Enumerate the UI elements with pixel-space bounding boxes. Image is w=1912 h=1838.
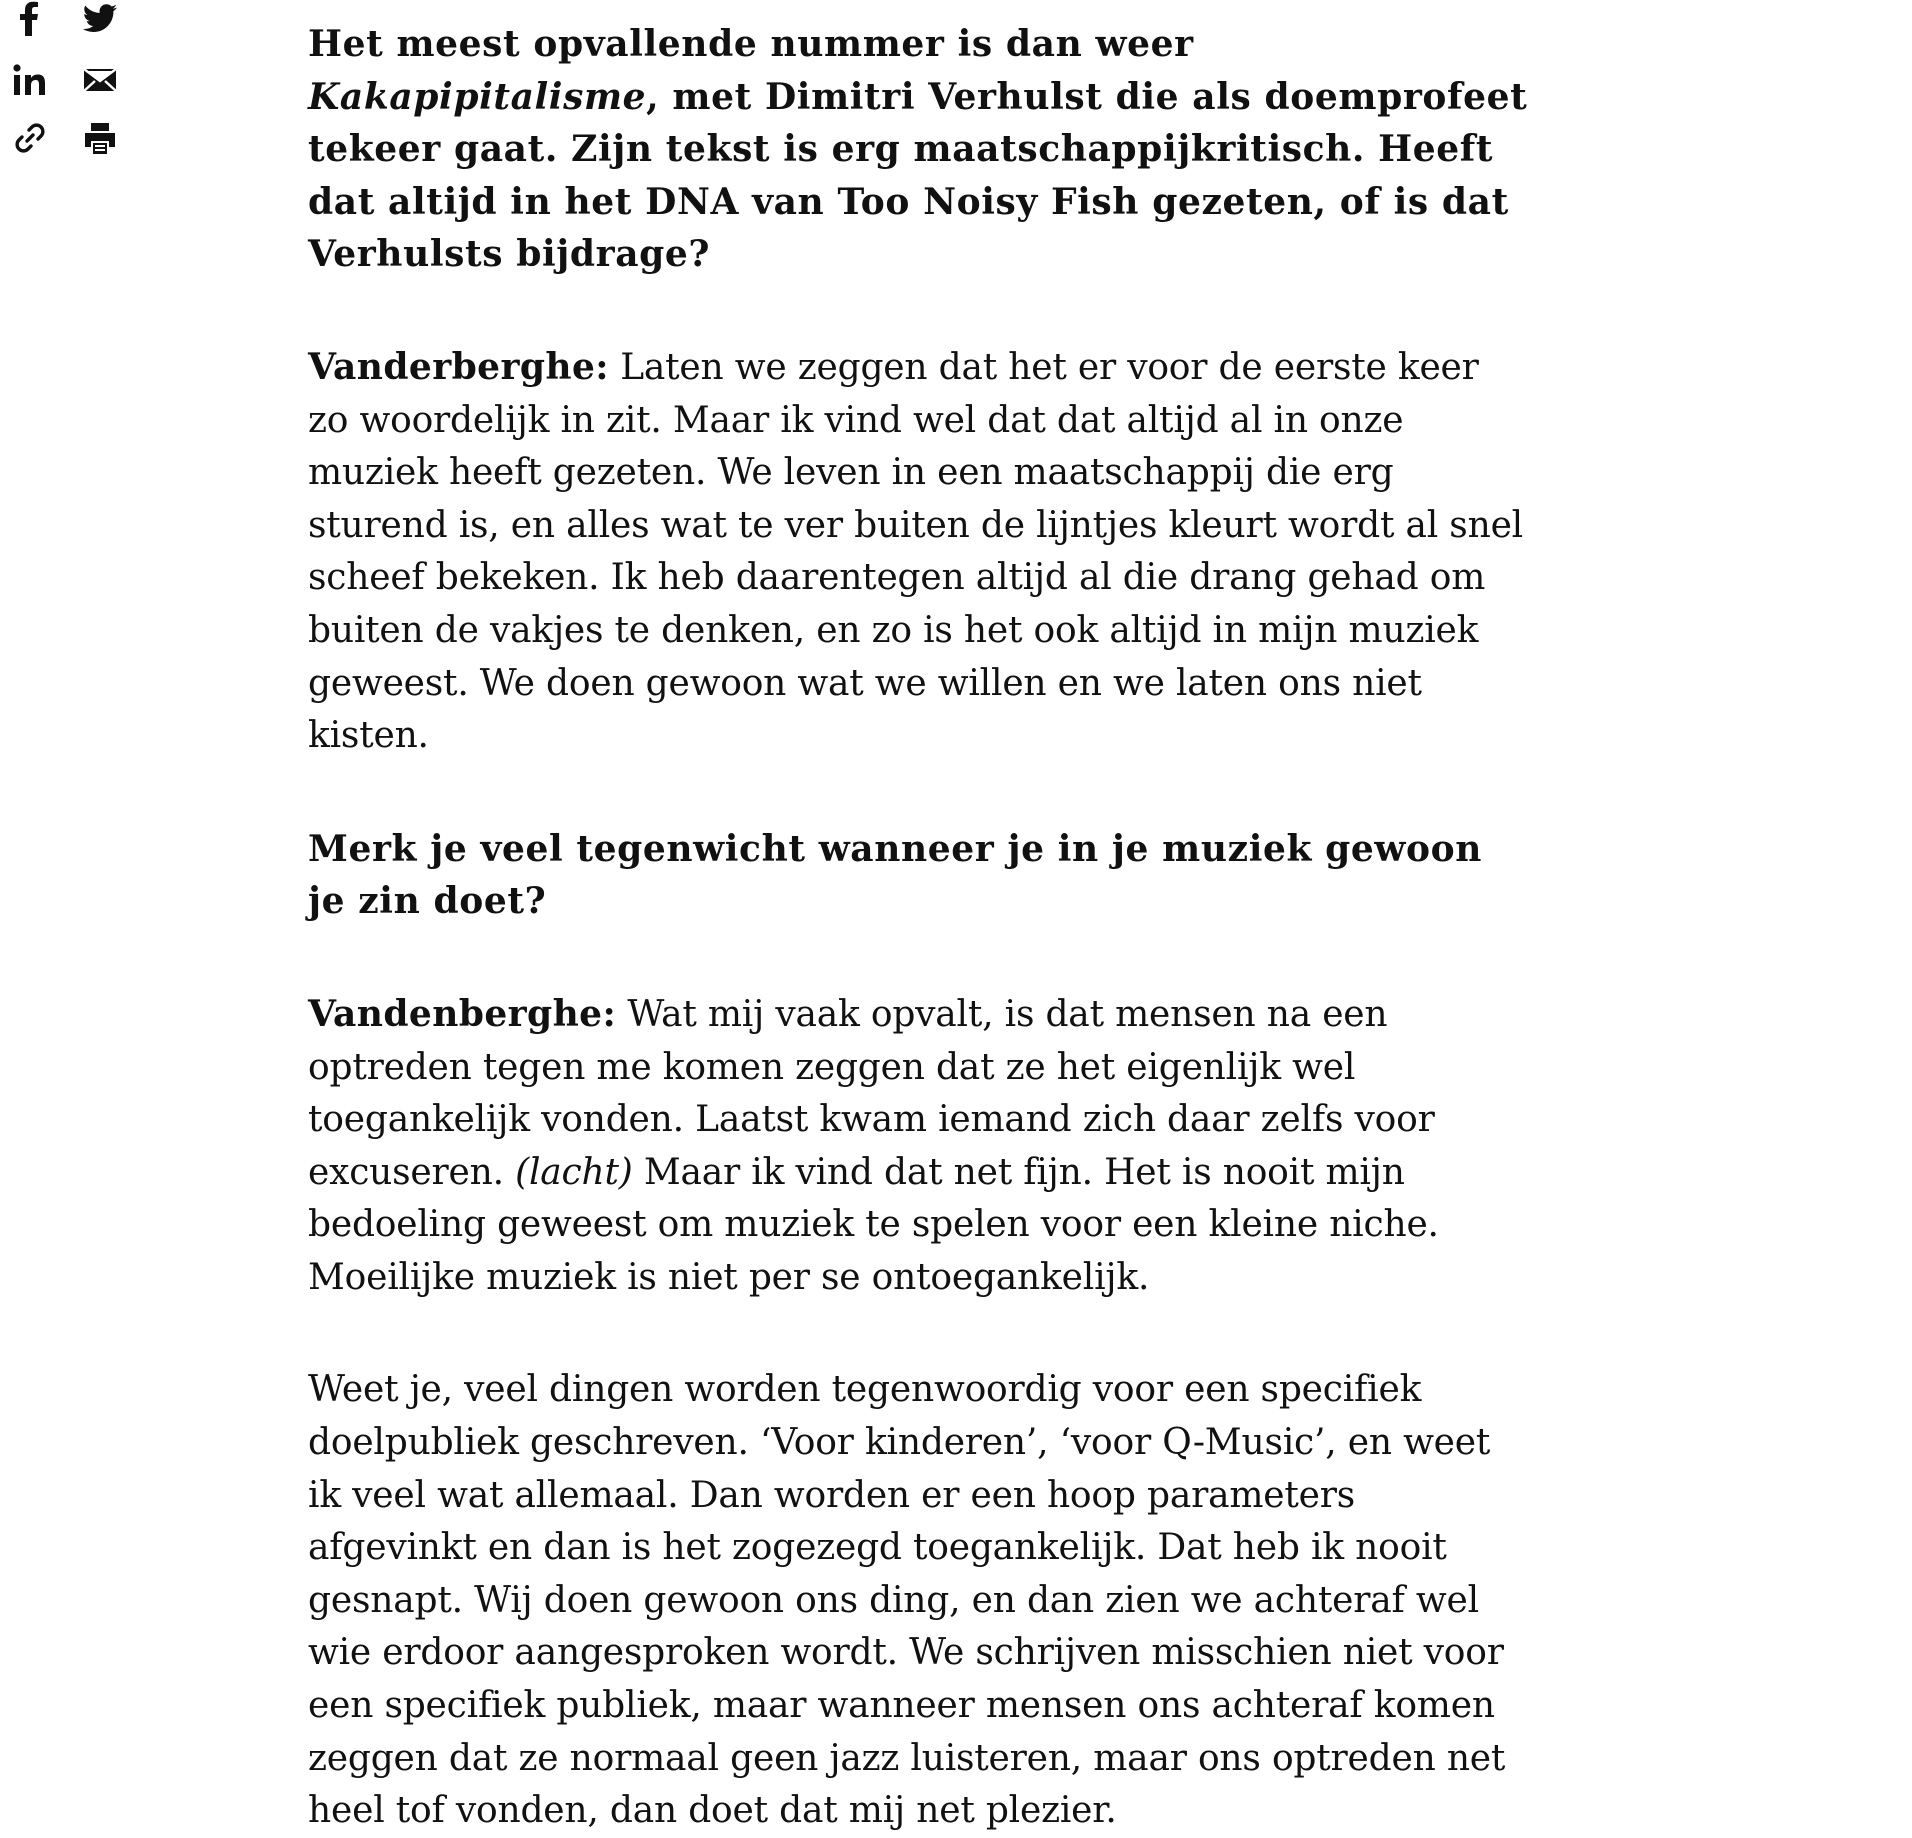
twitter-icon[interactable] — [82, 0, 118, 36]
answer-text-start: Wat mij vaak opvalt, is dat mensen na een optreden tegen me komen zeggen dat ze het eigenlijk wel toegankelijk vonden. Laatst kwam iemand zich daar zelfs voor excuseren. — [308, 993, 1435, 1193]
song-title: Kakapipitalisme — [308, 75, 647, 118]
interview-answer-continued — [308, 1364, 1528, 1837]
speaker-name: Vandenberghe: — [308, 992, 617, 1035]
question-text: Merk je veel tegenwicht wanneer je in je muziek gewoon je zin doet? — [308, 827, 1483, 923]
link-icon[interactable] — [12, 120, 48, 156]
answer-text: Weet je, veel dingen worden tegenwoordig voor een specifiek doelpubliek geschreven. ‘Voor kinderen’, ‘voor Q-Music’, en weet ik veel wat allemaal. Dan worden er een hoop parameters afgevinkt en dan is het zogezegd toegankelijk. Dat heb ik nooit gesnapt. Wij doen gewoon ons ding, en dan zien we achteraf wel wie erdoor aangesproken wordt. We schrijven misschien niet voor een specifiek publiek, maar wanneer mensen ons achteraf komen zeggen dat ze normaal geen jazz luisteren, maar ons optreden net heel tof vonden, dan doet dat mij net plezier. — [308, 1369, 1506, 1832]
article-body — [308, 18, 1528, 1838]
question-text-end: , met Dimitri Verhulst die als doemprofeet tekeer gaat. Zijn tekst is erg maatschappijkritisch. Heeft dat altijd in het DNA van Too Noisy Fish gezeten, of is dat Verhulsts bijdrage? — [308, 75, 1528, 276]
linkedin-icon[interactable] — [12, 62, 48, 98]
answer-text-end: Maar ik vind dat net fijn. Het is nooit mijn bedoeling geweest om muziek te spelen voor een kleine niche. Moeilijke muziek is niet per se ontoegankelijk. — [308, 1151, 1439, 1298]
print-icon[interactable] — [82, 120, 118, 156]
email-icon[interactable] — [82, 62, 118, 98]
stage-direction: (lacht) — [515, 1151, 633, 1193]
answer-text: Laten we zeggen dat het er voor de eerste keer zo woordelijk in zit. Maar ik vind wel dat dat altijd al in onze muziek heeft gezeten. We leven in een maatschappij die erg sturend is, en alles wat te ver buiten de lijntjes kleurt wordt al snel scheef bekeken. Ik heb daarentegen altijd al die drang gehad om buiten de vakjes te denken, en zo is het ook altijd in mijn muziek geweest. We doen gewoon wat we willen en we laten ons niet kisten. — [308, 346, 1523, 757]
interview-question — [308, 823, 1528, 928]
interview-question — [308, 18, 1528, 281]
facebook-icon[interactable] — [12, 0, 48, 36]
interview-answer — [308, 988, 1528, 1305]
question-text-start: Het meest opvallende nummer is dan weer — [308, 23, 1194, 65]
speaker-name: Vanderberghe: — [308, 345, 609, 388]
interview-answer — [308, 341, 1528, 763]
